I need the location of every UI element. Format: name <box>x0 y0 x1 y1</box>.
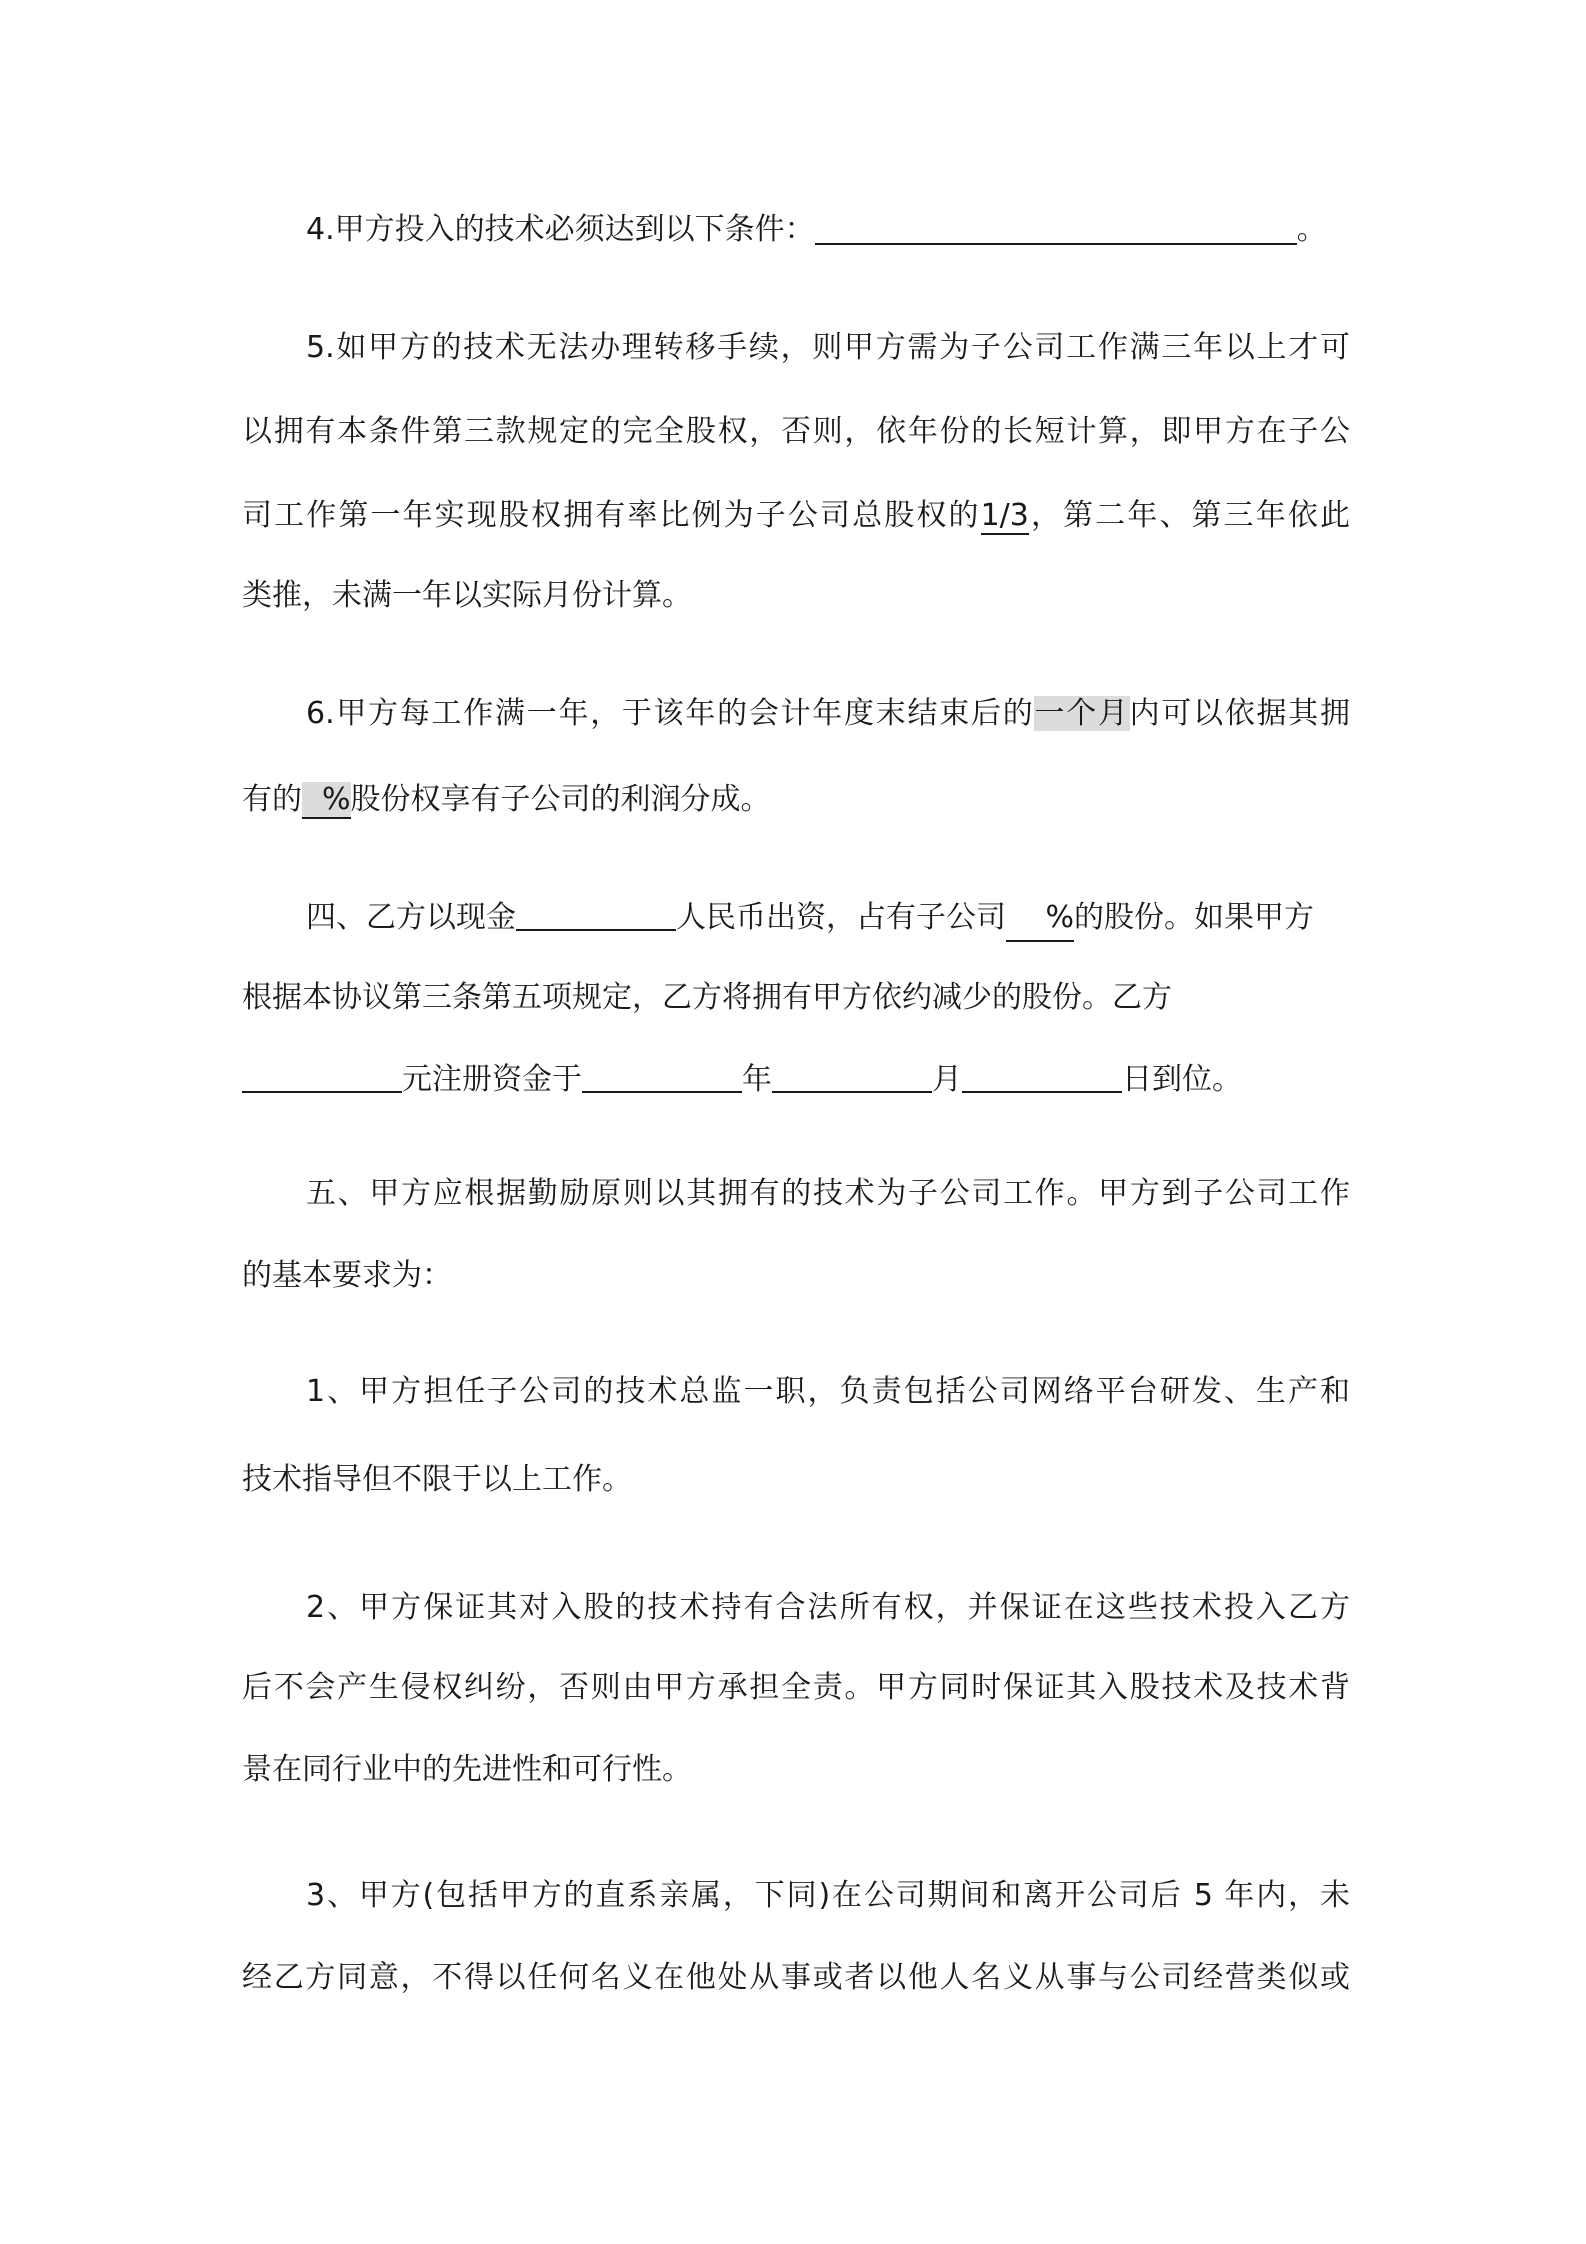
section-4-percent: % <box>1006 896 1074 942</box>
clause-6-line-2-a: 有的 <box>242 782 302 817</box>
day-blank <box>962 1061 1122 1093</box>
section-4-line-3 <box>242 1058 1242 1102</box>
section-4-line-3-d: 日到位。 <box>1122 1062 1242 1097</box>
item-3-line-1: 3、甲方(包括甲方的直系亲属，下同)在公司期间和离开公司后 5 年内，未 <box>306 1878 1350 1913</box>
clause-6-line-2 <box>242 778 771 822</box>
clause-6-line-1 <box>306 692 1350 736</box>
cash-amount-blank <box>516 899 676 931</box>
capital-amount-blank <box>242 1061 402 1093</box>
clause-5-line-4: 类推，未满一年以实际月份计算。 <box>242 578 692 613</box>
item-3-line-2: 经乙方同意，不得以任何名义在他处从事或者以他人名义从事与公司经营类似或 <box>242 1960 1350 1995</box>
year-label: 年 <box>742 1062 772 1097</box>
section-4-line-2: 根据本协议第三条第五项规定，乙方将拥有甲方依约减少的股份。乙方 <box>242 980 1172 1015</box>
section-4-line-1-a: 四、乙方以现金 <box>306 900 516 935</box>
clause-5-line-3-c: ，第二年、第三年依此 <box>1028 498 1351 533</box>
item-2-line-1: 2、甲方保证其对入股的技术持有合法所有权，并保证在这些技术投入乙方 <box>306 1590 1350 1625</box>
clause-5-line-3 <box>242 494 1350 538</box>
clause-5-line-3-a: 司工作第一年实现股权拥有率比例为子公司总股权的 <box>242 498 981 533</box>
clause-6-line-2-c: 股份权享有子公司的利润分成。 <box>350 782 771 817</box>
clause-6-line-1-c: 内可以依据其拥 <box>1129 696 1351 731</box>
section-4-line-1 <box>306 896 1314 942</box>
year-blank <box>582 1061 742 1093</box>
clause-6-line-1-a: 6.甲方每工作满一年，于该年的会计年度末结束后的 <box>306 696 1035 731</box>
clause-4-blank <box>815 209 1297 245</box>
item-1-line-2: 技术指导但不限于以上工作。 <box>242 1462 632 1497</box>
clause-5-line-1: 5.如甲方的技术无法办理转移手续，则甲方需为子公司工作满三年以上才可 <box>306 330 1350 365</box>
item-1-line-1: 1、甲方担任子公司的技术总监一职，负责包括公司网络平台研发、生产和 <box>306 1374 1350 1409</box>
clause-5-line-2: 以拥有本条件第三款规定的完全股权，否则，依年份的长短计算，即甲方在子公 <box>242 414 1350 449</box>
clause-4-line-1 <box>306 208 1327 252</box>
clause-4-end: 。 <box>1296 212 1327 247</box>
month-blank <box>772 1061 932 1093</box>
section-4-line-3-a: 元注册资金于 <box>402 1062 582 1097</box>
section-5-line-1: 五、甲方应根据勤励原则以其拥有的技术为子公司工作。甲方到子公司工作 <box>306 1176 1350 1211</box>
clause-5-ratio: 1/3 <box>980 498 1029 533</box>
section-4-line-1-d: 的股份。如果甲方 <box>1074 900 1314 935</box>
clause-6-percent: % <box>302 782 351 819</box>
month-label: 月 <box>932 1062 962 1097</box>
item-2-line-2: 后不会产生侵权纠纷，否则由甲方承担全责。甲方同时保证其入股技术及技术背 <box>242 1670 1350 1705</box>
clause-4-text: 4.甲方投入的技术必须达到以下条件： <box>306 212 815 247</box>
item-2-line-3: 景在同行业中的先进性和可行性。 <box>242 1752 692 1787</box>
section-5-line-2: 的基本要求为： <box>242 1258 452 1293</box>
section-4-line-1-b: 人民币出资，占有子公司 <box>676 900 1006 935</box>
clause-6-period: 一个月 <box>1034 696 1130 731</box>
